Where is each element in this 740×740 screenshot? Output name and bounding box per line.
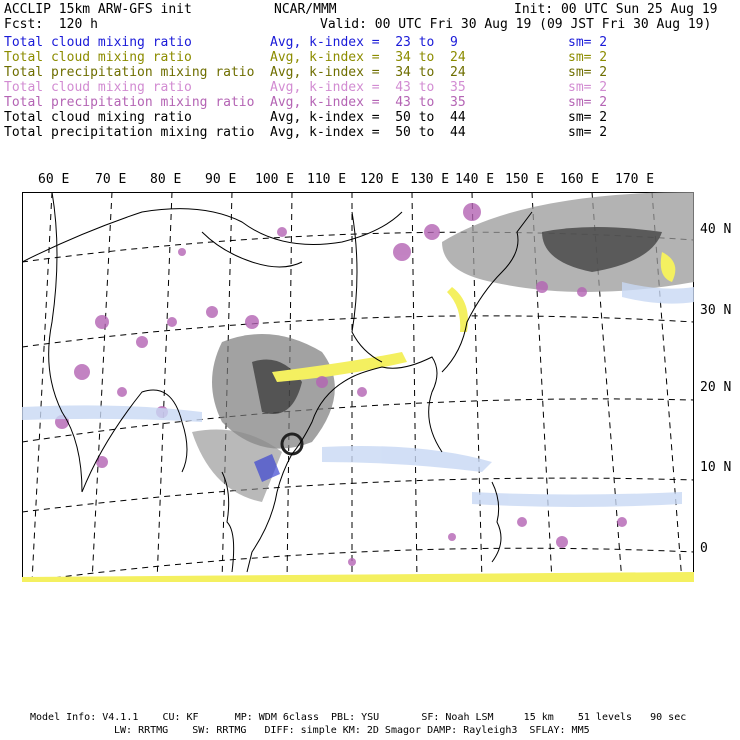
legend-k-index: Avg, k-index = 23 to 9	[270, 35, 458, 50]
lat-label: 30 N	[700, 303, 732, 318]
lat-label: 40 N	[700, 222, 732, 237]
forecast-hour: Fcst: 120 h	[4, 17, 98, 32]
org-label: NCAR/MMM	[274, 2, 337, 17]
legend-smoothing: sm= 2	[568, 80, 608, 95]
legend-smoothing: sm= 2	[568, 50, 608, 65]
legend-field-name: Total cloud mixing ratio	[4, 35, 192, 50]
legend-k-index: Avg, k-index = 43 to 35	[270, 80, 466, 95]
lon-label: 120 E	[360, 172, 400, 187]
legend-field-name: Total precipitation mixing ratio	[4, 65, 255, 80]
legend-field-name: Total precipitation mixing ratio	[4, 125, 255, 140]
legend-field-name: Total cloud mixing ratio	[4, 50, 192, 65]
lat-label: 20 N	[700, 380, 732, 395]
lon-label: 60 E	[38, 172, 70, 187]
valid-time: Valid: 00 UTC Fri 30 Aug 19 (09 JST Fri 30 Aug 19)	[320, 17, 712, 32]
legend-smoothing: sm= 2	[568, 125, 608, 140]
lon-label: 170 E	[615, 172, 655, 187]
map-panel	[22, 192, 694, 582]
lon-label: 100 E	[255, 172, 295, 187]
legend-smoothing: sm= 2	[568, 95, 608, 110]
legend-field-name: Total cloud mixing ratio	[4, 80, 192, 95]
lon-label: 160 E	[560, 172, 600, 187]
legend-smoothing: sm= 2	[568, 110, 608, 125]
legend-k-index: Avg, k-index = 50 to 44	[270, 110, 466, 125]
lon-label: 130 E	[410, 172, 450, 187]
lon-label: 80 E	[150, 172, 182, 187]
legend-field-name: Total cloud mixing ratio	[4, 110, 192, 125]
footer-line-2: LW: RRTMG SW: RRTMG DIFF: simple KM: 2D Smagor DAMP: Rayleigh3 SFLAY: MM5	[114, 725, 590, 736]
footer-line-1: Model Info: V4.1.1 CU: KF MP: WDM 6class PBL: YSU SF: Noah LSM 15 km 51 levels 90 sec	[30, 712, 687, 723]
lon-label: 140 E	[455, 172, 495, 187]
legend-k-index: Avg, k-index = 34 to 24	[270, 50, 466, 65]
legend-k-index: Avg, k-index = 43 to 35	[270, 95, 466, 110]
init-time: Init: 00 UTC Sun 25 Aug 19	[514, 2, 718, 17]
lon-label: 150 E	[505, 172, 545, 187]
lat-label: 10 N	[700, 460, 732, 475]
legend-k-index: Avg, k-index = 50 to 44	[270, 125, 466, 140]
lat-label: 0	[700, 541, 708, 556]
lon-label: 70 E	[95, 172, 127, 187]
legend-smoothing: sm= 2	[568, 65, 608, 80]
legend-smoothing: sm= 2	[568, 35, 608, 50]
legend-field-name: Total precipitation mixing ratio	[4, 95, 255, 110]
model-title: ACCLIP 15km ARW-GFS init	[4, 2, 192, 17]
lon-label: 110 E	[307, 172, 347, 187]
lon-label: 90 E	[205, 172, 237, 187]
legend-k-index: Avg, k-index = 34 to 24	[270, 65, 466, 80]
